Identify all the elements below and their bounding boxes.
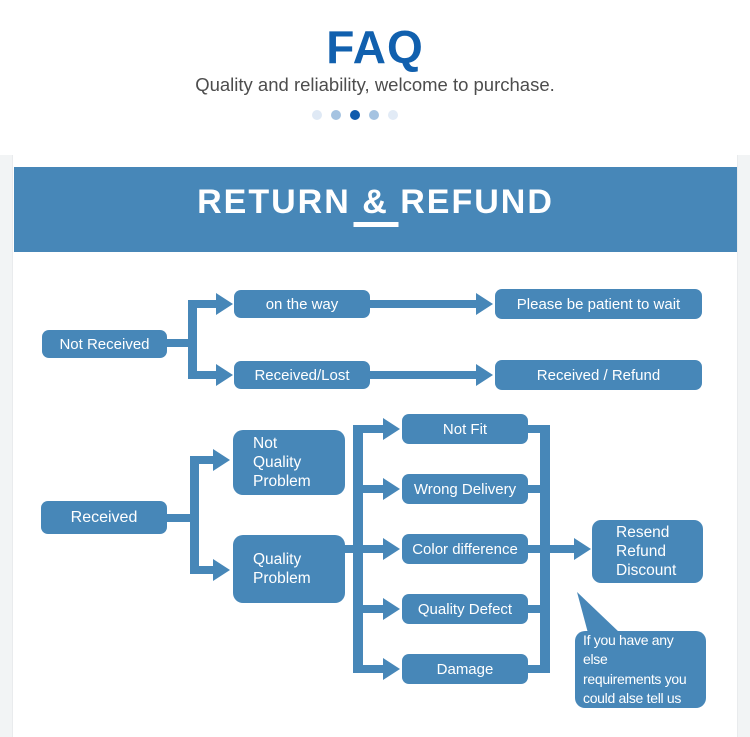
- section-title: RETURN & REFUND: [197, 183, 554, 221]
- node-line: Resend: [616, 524, 670, 541]
- node-line: Refund: [616, 543, 666, 560]
- node-line: Quality: [253, 551, 302, 568]
- node-please-wait: [495, 289, 702, 319]
- node-quality-defect: [402, 594, 528, 624]
- title-underline: [353, 222, 398, 227]
- node-line: Not: [253, 435, 278, 452]
- node-not-fit: [402, 414, 528, 444]
- note-speech-bubble: [575, 631, 706, 708]
- node-received-lost: [234, 361, 370, 389]
- node-damage: [402, 654, 528, 684]
- node-label: Received / Refund: [536, 366, 661, 384]
- node-received-refund: [495, 360, 702, 390]
- node-label: Please be patient to wait: [516, 295, 681, 313]
- node-label: Quality Defect: [417, 600, 513, 618]
- node-line: Problem: [253, 473, 311, 490]
- node-quality-problem: [233, 535, 345, 603]
- node-label: Wrong Delivery: [413, 480, 517, 498]
- node-line: Quality: [253, 454, 302, 471]
- page-title: FAQ: [326, 21, 424, 73]
- node-label: Color difference: [412, 540, 518, 558]
- node-label: on the way: [265, 295, 339, 313]
- node-line: Problem: [253, 570, 311, 587]
- faq-header: [0, 0, 750, 150]
- note-line: requirements you: [583, 670, 687, 687]
- node-not-received: [42, 330, 167, 358]
- node-resend-refund-discount: [592, 520, 703, 583]
- carousel-dot[interactable]: [369, 110, 379, 120]
- node-wrong-delivery: [402, 474, 528, 504]
- carousel-dot-active[interactable]: [350, 110, 360, 120]
- node-line: Discount: [616, 562, 677, 579]
- node-color-difference: [402, 534, 528, 564]
- section-banner: [14, 167, 737, 252]
- note-line: could alse tell us: [583, 690, 682, 706]
- page-subtitle: Quality and reliability, welcome to purchase.: [195, 74, 555, 95]
- node-not-quality-problem: [233, 430, 345, 495]
- right-gutter: [737, 155, 750, 737]
- carousel-dot[interactable]: [331, 110, 341, 120]
- node-label: Damage: [436, 660, 494, 678]
- node-label: Received: [70, 509, 138, 526]
- node-label: Received/Lost: [254, 366, 350, 384]
- carousel-dots: [0, 110, 730, 120]
- left-gutter: [0, 155, 13, 737]
- node-label: Not Fit: [442, 420, 488, 438]
- carousel-dot[interactable]: [312, 110, 322, 120]
- return-refund-flowchart: [14, 252, 737, 737]
- node-received: [41, 501, 167, 534]
- node-label: Not Received: [59, 335, 150, 353]
- carousel-dot[interactable]: [388, 110, 398, 120]
- node-on-the-way: [234, 290, 370, 318]
- note-line: If you have any else: [583, 631, 674, 667]
